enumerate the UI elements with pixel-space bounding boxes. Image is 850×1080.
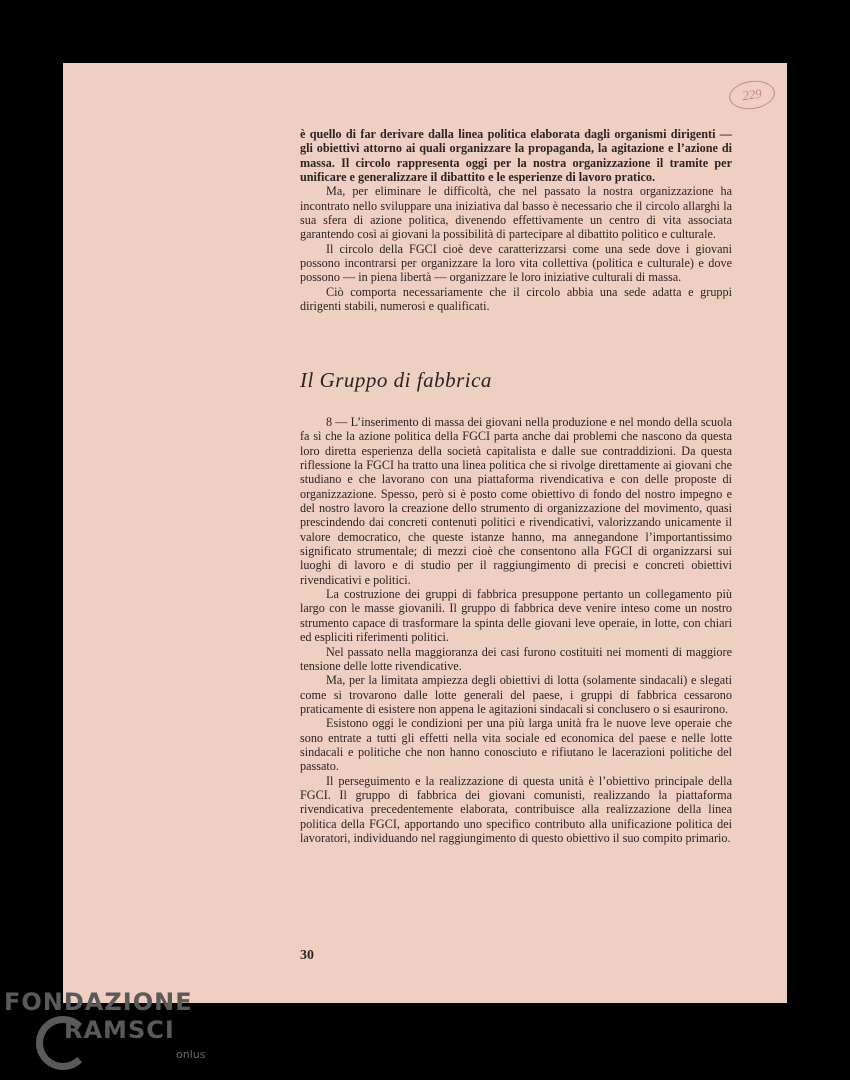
paragraph: Ma, per eliminare le difficoltà, che nel passato la nostra organizzazione ha incontrato nello sviluppare una iniziativa dal basso è necessario che il circolo allarghi la sua sfera di azione politica, divenendo effettivamente un centro di vita associata garantendo così ai giovani la possibilità di partecipare al dibattito politico e culturale. [300, 184, 732, 242]
fondazione-gramsci-logo [4, 988, 234, 1078]
archive-stamp: 229 [727, 78, 776, 112]
page-number: 30 [300, 948, 314, 963]
paragraph: Il circolo della FGCI cioè deve caratterizzarsi come una sede dove i giovani possono incontrarsi per organizzare la loro vita collettiva (politica e culturale) e dove possono — in piena libertà — organizzare le loro iniziative culturali di massa. [300, 241, 732, 285]
logo-text-line2: RAMSCI [64, 1016, 175, 1044]
intro-text-block [300, 127, 732, 313]
paragraph: 8 — L’inserimento di massa dei giovani nella produzione e nel mondo della scuola fa sì che la azione politica della FGCI parta anche dai problemi che nascono da questa loro diretta esperienza della società capitalista e dalle sue contraddizioni. Da questa riflessione la FGCI ha tratto una linea politica che si rivolge direttamente ai giovani che studiano e che lavorano con una piattaforma rivendicativa e con delle proposte di organizzazione. Spesso, però si è posto come obiettivo di fondo del nostro impegno e del nostro lavoro la creazione dello strumento di organizzazione del movimento, quasi prescindendo dai concreti contenuti politici e rivendicativi, valorizzando unicamente il valore democratico, che queste istanze hanno, ma annegandone l’importantissimo significato strumentale; di mezzi cioè che consentono alla FGCI di organizzarsi sui luoghi di lavoro e di studio per il raggiungimento di precisi e concreti obiettivi rivendicativi e politici. [300, 415, 732, 587]
logo-text-line1: FONDAZIONE [4, 988, 193, 1016]
paragraph: Ciò comporta necessariamente che il circolo abbia una sede adatta e gruppi dirigenti stabili, numerosi e qualificati. [300, 284, 732, 314]
paragraph: Ma, per la limitata ampiezza degli obiettivi di lotta (solamente sindacali) e slegati come si trovarono dalle lotte generali del paese, i gruppi di fabbrica cessarono praticamente di esistere non appena le agitazioni sindacali si conclusero o si esaurirono. [300, 673, 732, 716]
paragraph: La costruzione dei gruppi di fabbrica presuppone pertanto un collegamento più largo con le masse giovanili. Il gruppo di fabbrica deve venire inteso come un nostro strumento capace di trasformare la spinta delle giovani leve operaie, in lotte, con chiari ed espliciti riferimenti politici. [300, 587, 732, 645]
paragraph: è quello di far derivare dalla linea politica elaborata dagli organismi dirigenti — gli obiettivi attorno ai quali organizzare la propaganda, la agitazione e l’azione di massa. Il circolo rappresenta oggi per la nostra organizzazione il tramite per unificare e generalizzare il dibattito e le esperienze di lavoro pratico. [300, 127, 732, 185]
section-text-block [300, 415, 732, 845]
paragraph: Nel passato nella maggioranza dei casi furono costituiti nei momenti di maggiore tensione delle lotte rivendicative. [300, 644, 732, 673]
section-heading: Il Gruppo di fabbrica [300, 368, 492, 392]
logo-suffix: onlus [176, 1048, 206, 1061]
document-page [63, 63, 787, 1003]
paragraph: Il perseguimento e la realizzazione di questa unità è l’obiettivo principale della FGCI. Il gruppo di fabbrica dei giovani comunisti, realizzando la piattaforma rivendicativa precedentemente elaborata, contribuisce alla realizzazione della linea politica della FGCI, apportando uno specifico contributo alla unificazione politica dei lavoratori, individuando nel raggiungimento di questo obiettivo il suo compito primario. [300, 773, 732, 845]
paragraph: Esistono oggi le condizioni per una più larga unità fra le nuove leve operaie che sono entrate a tutti gli effetti nella vita sociale ed economica del paese e nelle lotte sindacali e politiche che non hanno conosciuto e rifiutano le lacerazioni politiche del passato. [300, 716, 732, 774]
